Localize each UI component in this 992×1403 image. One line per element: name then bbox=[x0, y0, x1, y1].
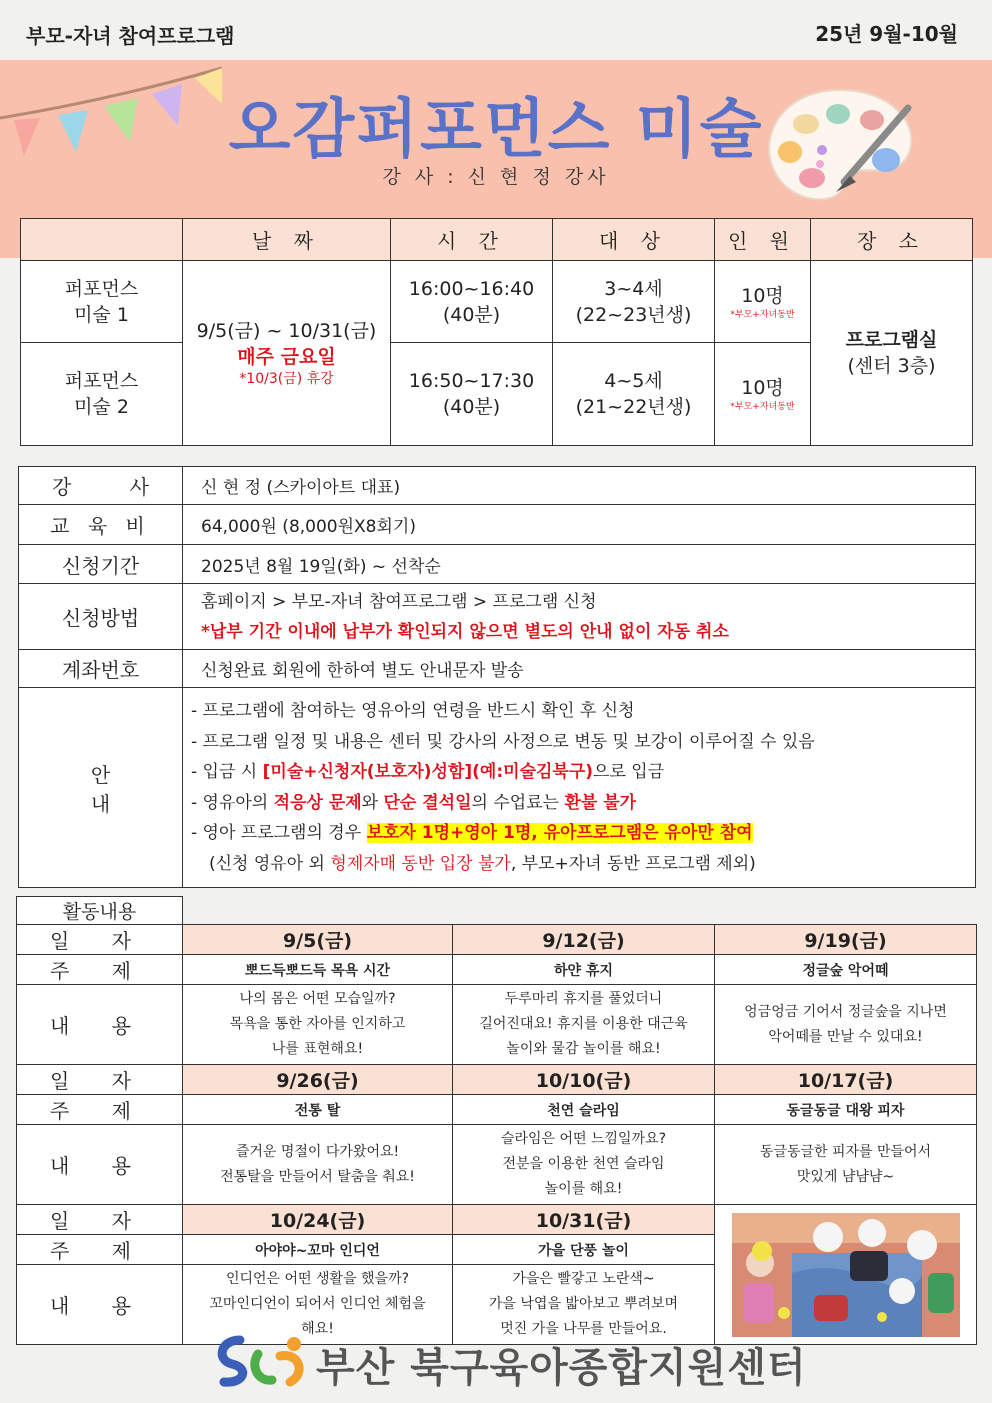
activity-content-line: 멋진 가을 나무를 만들어요. bbox=[500, 1321, 667, 1337]
activity-date: 9/5(금) bbox=[183, 925, 453, 955]
notice-3-emphasis: [미술+신청자(보호자)성함](예:미술김북구) bbox=[262, 762, 594, 782]
program-1-capacity: 10명 bbox=[741, 284, 784, 307]
topic-row-label: 주 제 bbox=[17, 1235, 183, 1265]
notice-line-5 bbox=[191, 818, 975, 849]
activity-content-line: 놀이와 물감 놀이를 해요! bbox=[506, 1041, 661, 1057]
notice-line-3 bbox=[191, 757, 975, 788]
program-2-name-line1: 퍼포먼스 bbox=[64, 370, 139, 392]
program-1-duration: (40분) bbox=[442, 303, 501, 326]
notice-6-tail: , 부모+자녀 동반 프로그램 제외) bbox=[510, 853, 756, 874]
content-row-label: 내 용 bbox=[17, 1265, 183, 1345]
activity-content-line: 나를 표현해요! bbox=[271, 1041, 364, 1057]
notice-label: 안 내 bbox=[19, 688, 183, 888]
activities-table bbox=[16, 896, 977, 1345]
col-header-target: 대 상 bbox=[553, 219, 715, 261]
top-bar bbox=[0, 0, 992, 60]
activity-date: 10/24(금) bbox=[183, 1205, 453, 1235]
method-value: 홈페이지 > 부모-자녀 참여프로그램 > 프로그램 신청 bbox=[201, 591, 597, 612]
date-row-label: 일 자 bbox=[17, 925, 183, 955]
program-2-target: 4~5세 bbox=[604, 370, 663, 392]
program-type: 부모-자녀 참여프로그램 bbox=[26, 24, 235, 48]
method-label: 신청방법 bbox=[19, 584, 183, 650]
notice-line-4 bbox=[191, 788, 975, 819]
info-table bbox=[18, 466, 976, 888]
program-1-target-cell bbox=[553, 261, 715, 343]
notice-4-emphasis-3: 환불 불가 bbox=[564, 792, 637, 813]
activity-content bbox=[715, 985, 977, 1065]
program-2-name-line2: 미술 2 bbox=[74, 396, 129, 418]
activity-date: 10/17(금) bbox=[715, 1065, 977, 1095]
teacher-label: 강 사 bbox=[19, 467, 183, 505]
program-1-time-cell bbox=[391, 261, 553, 343]
place-name: 프로그램실 bbox=[845, 329, 938, 351]
program-1-name-line2: 미술 1 bbox=[74, 303, 129, 326]
col-header-capacity: 인 원 bbox=[715, 219, 811, 261]
activity-content bbox=[453, 985, 715, 1065]
program-1-target-years: (22~23년생) bbox=[575, 303, 692, 326]
fee-label: 교 육 비 bbox=[19, 505, 183, 545]
activity-content-line: 가을 낙엽을 밟아보고 뿌려보며 bbox=[488, 1296, 679, 1312]
activity-date: 9/26(금) bbox=[183, 1065, 453, 1095]
notice-6-text: (신청 영유아 외 bbox=[209, 853, 331, 874]
topic-row-label: 주 제 bbox=[17, 1095, 183, 1125]
center-logo-icon bbox=[210, 1330, 310, 1394]
activity-content-line: 두루마리 휴지를 풀었더니 bbox=[504, 991, 663, 1007]
program-2-time: 16:50~17:30 bbox=[408, 370, 535, 392]
activities-header-spacer bbox=[183, 897, 977, 925]
page-title: 오감퍼포먼스 미술 bbox=[228, 93, 764, 167]
activity-topic: 뽀드득뽀드득 목욕 시간 bbox=[183, 955, 453, 985]
place-cell bbox=[811, 261, 973, 446]
date-holiday: *10/3(금) 휴강 bbox=[239, 371, 334, 387]
activity-date: 9/19(금) bbox=[715, 925, 977, 955]
notice-line-6 bbox=[191, 849, 975, 880]
activity-topic: 아야야~꼬마 인디언 bbox=[183, 1235, 453, 1265]
center-name: 부산 북구육아종합지원센터 bbox=[316, 1345, 807, 1391]
activity-content-line: 인디언은 어떤 생활을 했을까? bbox=[225, 1271, 410, 1287]
program-2-target-cell bbox=[553, 343, 715, 446]
program-2-capacity: 10명 bbox=[741, 377, 784, 399]
activity-content-line: 맛있게 냠냠냠~ bbox=[796, 1168, 895, 1185]
notice-3-tail: 으로 입금 bbox=[593, 762, 665, 782]
notice-3-text: - 입금 시 bbox=[191, 762, 263, 782]
activity-content bbox=[183, 985, 453, 1065]
activity-topic: 천연 슬라임 bbox=[453, 1095, 715, 1125]
date-range: 9/5(금) ~ 10/31(금) bbox=[196, 320, 377, 342]
method-cell bbox=[183, 584, 976, 650]
activity-content-line: 나의 몸은 어떤 모습일까? bbox=[239, 991, 396, 1007]
teacher-value: 신 현 정 (스카이아트 대표) bbox=[183, 467, 976, 505]
col-header-time: 시 간 bbox=[391, 219, 553, 261]
activity-content-line: 악어떼를 만날 수 있대요! bbox=[768, 1028, 923, 1045]
col-header-place: 장 소 bbox=[811, 219, 973, 261]
activity-content-line: 가을은 빨갛고 노란색~ bbox=[512, 1271, 655, 1287]
topic-row-label: 주 제 bbox=[17, 955, 183, 985]
activity-content-line: 전통탈을 만들어서 탈춤을 춰요! bbox=[220, 1168, 415, 1185]
children-playing-photo-icon bbox=[732, 1213, 960, 1337]
notice-4-text: - 영유아의 bbox=[191, 792, 274, 813]
program-1-name-line1: 퍼포먼스 bbox=[64, 277, 139, 300]
program-1-name bbox=[21, 261, 183, 343]
notice-4-join: 와 bbox=[361, 792, 384, 813]
notice-cell bbox=[183, 688, 976, 888]
corner-cell bbox=[21, 219, 183, 261]
activity-content bbox=[453, 1125, 715, 1205]
activity-date: 10/31(금) bbox=[453, 1205, 715, 1235]
notice-line-1: - 프로그램에 참여하는 영유아의 연령을 반드시 확인 후 신청 bbox=[191, 701, 635, 721]
activity-topic: 하얀 휴지 bbox=[453, 955, 715, 985]
period-label: 신청기간 bbox=[19, 545, 183, 584]
footer bbox=[210, 1330, 810, 1390]
date-row-label: 일 자 bbox=[17, 1065, 183, 1095]
activity-topic: 전통 탈 bbox=[183, 1095, 453, 1125]
activity-topic: 동글동글 대왕 피자 bbox=[715, 1095, 977, 1125]
activity-topic: 가을 단풍 놀이 bbox=[453, 1235, 715, 1265]
activity-content-line: 동글동글한 피자를 만들어서 bbox=[759, 1143, 932, 1160]
notice-4-emphasis-2: 단순 결석일 bbox=[383, 792, 472, 813]
account-label: 계좌번호 bbox=[19, 650, 183, 688]
activity-content bbox=[715, 1125, 977, 1205]
program-2-capacity-cell bbox=[715, 343, 811, 446]
activity-content-line: 목욕을 통한 자아를 인지하고 bbox=[229, 1016, 406, 1032]
period-value: 2025년 8월 19일(화) ~ 선착순 bbox=[183, 545, 976, 584]
activity-content-line: 해요! bbox=[301, 1321, 334, 1337]
program-period: 25년 9월-10월 bbox=[815, 22, 958, 46]
fee-value: 64,000원 (8,000원X8회기) bbox=[183, 505, 976, 545]
program-2-duration: (40분) bbox=[442, 396, 501, 418]
program-2-capacity-note: *부모+자녀동반 bbox=[730, 402, 795, 412]
paint-palette-icon bbox=[760, 80, 920, 210]
date-row-label: 일 자 bbox=[17, 1205, 183, 1235]
col-header-date: 날 짜 bbox=[183, 219, 391, 261]
teacher-line: 강 사 : 신 현 정 강사 bbox=[382, 166, 610, 188]
program-1-capacity-note: *부모+자녀동반 bbox=[730, 309, 795, 320]
notice-4-emphasis-1: 적응상 문제 bbox=[273, 792, 362, 813]
notice-6-emphasis: 형제자매 동반 입장 불가 bbox=[330, 853, 511, 874]
activity-date: 9/12(금) bbox=[453, 925, 715, 955]
notice-5-highlight: 보호자 1명+영아 1명, 유아프로그램은 유아만 참여 bbox=[366, 823, 753, 843]
activity-content-line: 전분을 이용한 천연 슬라임 bbox=[502, 1156, 665, 1172]
notice-4-mid: 의 수업료는 bbox=[471, 792, 565, 813]
content-row-label: 내 용 bbox=[17, 985, 183, 1065]
activity-photo bbox=[732, 1213, 960, 1337]
activity-date: 10/10(금) bbox=[453, 1065, 715, 1095]
activity-content-line: 슬라임은 어떤 느낌일까요? bbox=[500, 1131, 667, 1147]
date-weekly: 매주 금요일 bbox=[237, 346, 336, 368]
program-2-name bbox=[21, 343, 183, 446]
account-value: 신청완료 회원에 한하여 별도 안내문자 발송 bbox=[183, 650, 976, 688]
activity-content-line: 즐거운 명절이 다가왔어요! bbox=[235, 1143, 400, 1160]
program-1-time: 16:00~16:40 bbox=[408, 277, 535, 300]
activity-content-line: 길어진대요! 휴지를 이용한 대근육 bbox=[479, 1016, 688, 1032]
program-2-target-years: (21~22년생) bbox=[575, 396, 692, 418]
program-1-target: 3~4세 bbox=[604, 277, 663, 300]
activity-photo-cell bbox=[715, 1205, 977, 1345]
activity-content bbox=[183, 1125, 453, 1205]
activity-content-line: 엉금엉금 기어서 정글숲을 지나면 bbox=[744, 1003, 947, 1020]
content-row-label: 내 용 bbox=[17, 1125, 183, 1205]
notice-line-2: - 프로그램 일정 및 내용은 센터 및 강사의 사정으로 변동 및 보강이 이루어질 수 있음 bbox=[191, 731, 815, 752]
activity-content-line: 놀이를 해요! bbox=[544, 1181, 623, 1197]
activity-topic: 정글숲 악어떼 bbox=[715, 955, 977, 985]
activity-content-line: 꼬마인디언이 되어서 인디언 체험을 bbox=[209, 1296, 426, 1312]
place-floor: (센터 3층) bbox=[847, 355, 936, 377]
program-2-time-cell bbox=[391, 343, 553, 446]
date-cell bbox=[183, 261, 391, 446]
schedule-table bbox=[20, 218, 973, 446]
activities-section-label: 활동내용 bbox=[17, 897, 183, 925]
program-1-capacity-cell bbox=[715, 261, 811, 343]
method-warning: *납부 기간 이내에 납부가 확인되지 않으면 별도의 안내 없이 자동 취소 bbox=[201, 621, 729, 642]
notice-5-text: - 영아 프로그램의 경우 bbox=[191, 823, 367, 843]
